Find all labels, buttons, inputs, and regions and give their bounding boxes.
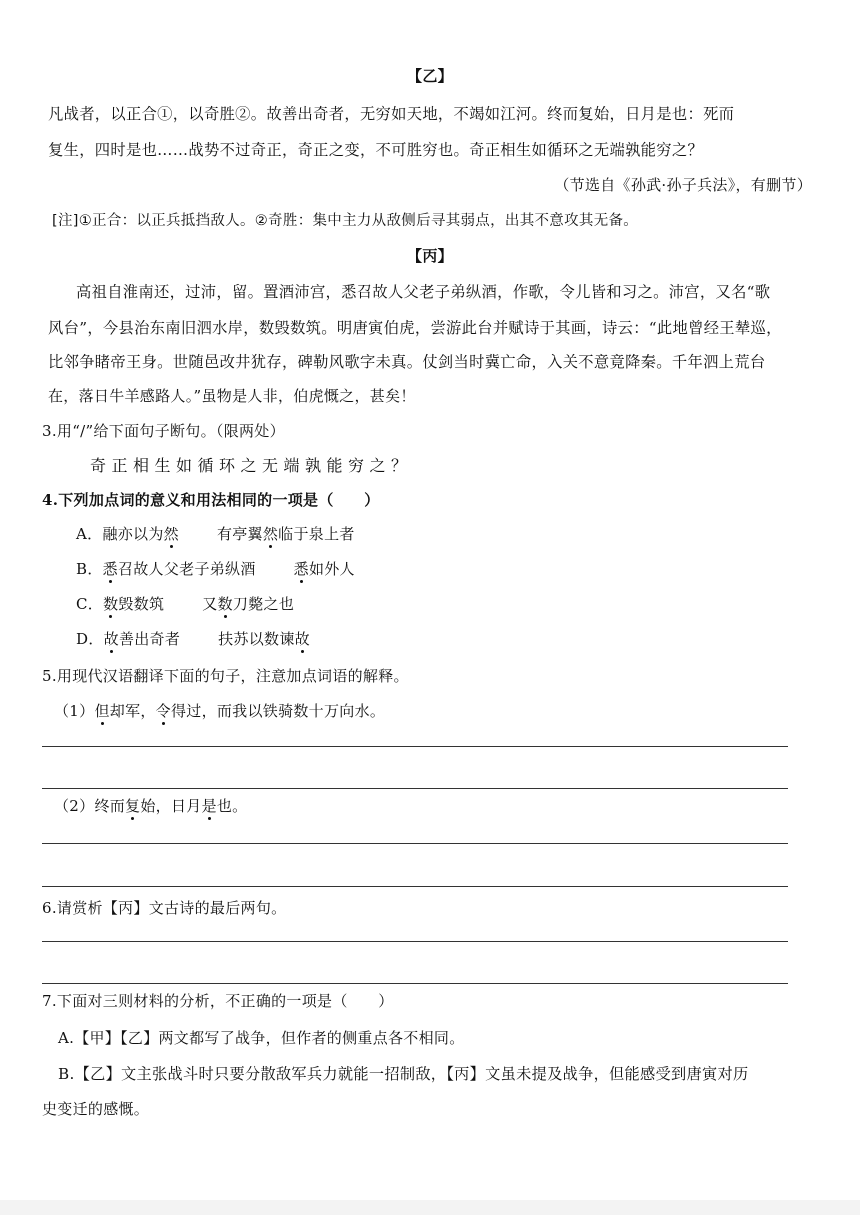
question-4-stem: 4.下列加点词的意义和用法相同的一项是（ ） <box>42 491 380 509</box>
option-text: 刀斃之也 <box>232 595 295 613</box>
yi-paragraph-line-2: 复生，四时是也……战势不过奇正，奇正之变，不可胜穷也。奇正相生如循环之无端孰能穷之？ <box>48 141 704 159</box>
answer-line[interactable] <box>42 746 788 747</box>
sentence-text: 得过，而我以铁骑数十万向水。 <box>170 702 386 720</box>
question-7-option-b-line-1[interactable]: B.【乙】文主张战斗时只要分散敌军兵力就能一招制敌，【丙】文虽未提及战争，但能感受到唐寅对历 <box>58 1065 749 1083</box>
yi-paragraph-line-1: 凡战者，以正合①，以奇胜②。故善出奇者，无穷如天地，不竭如江河。终而复始，日月是也：死而 <box>48 105 735 123</box>
dotted-word: 是 <box>201 797 217 815</box>
question-5-sentence-1 <box>54 701 385 721</box>
sentence-text: （2）终而 <box>54 797 126 815</box>
bing-paragraph-line-1: 高祖自淮南还，过沛，留。置酒沛宫，悉召故人父老子弟纵酒，作歌，令儿皆和习之。沛宫，又名“歌 <box>76 283 771 301</box>
dotted-word: 数 <box>103 595 119 613</box>
yi-footnote: [注]①正合：以正兵抵挡敌人。②奇胜：集中主力从敌侧后寻其弱点，出其不意攻其无备。 <box>52 213 639 229</box>
question-5-sentence-2 <box>54 796 247 816</box>
option-label: A． <box>76 525 103 543</box>
option-text: 如外人 <box>308 560 355 578</box>
bing-paragraph-line-2: 风台”，今县治东南旧泗水岸，数毁数筑。明唐寅伯虎，尝游此台并赋诗于其画，诗云：“此地曾经王辇巡， <box>48 319 782 337</box>
question-3-stem: 3.用“/”给下面句子断句。（限两处） <box>42 422 285 440</box>
question-3-sentence: 奇正相生如循环之无端孰能穷之？ <box>90 456 413 475</box>
answer-line[interactable] <box>42 886 788 887</box>
answer-line[interactable] <box>42 941 788 942</box>
question-5-stem: 5.用现代汉语翻译下面的句子，注意加点词语的解释。 <box>42 667 409 685</box>
page-bottom-margin <box>0 1200 860 1215</box>
option-label: D． <box>76 630 104 648</box>
answer-line[interactable] <box>42 788 788 789</box>
option-label: B． <box>76 560 103 578</box>
section-bing-heading: 【丙】 <box>407 247 453 265</box>
sentence-text: （1） <box>54 702 95 720</box>
option-text: 扶苏以数谏 <box>218 630 295 648</box>
question-4-option-a[interactable] <box>76 524 355 544</box>
option-label: C． <box>76 595 104 613</box>
answer-line[interactable] <box>42 983 788 984</box>
dotted-word: 令 <box>155 702 171 720</box>
dotted-word: 复 <box>125 797 141 815</box>
option-text: 临于泉上者 <box>278 525 355 543</box>
dotted-word: 故 <box>294 630 310 648</box>
question-4-option-d[interactable] <box>76 629 310 649</box>
question-4-option-b[interactable] <box>76 559 355 579</box>
section-yi-heading: 【乙】 <box>407 67 453 85</box>
bing-paragraph-line-4: 在，落日牛羊感路人。”虽物是人非，伯虎慨之，甚矣！ <box>48 387 416 405</box>
yi-source-citation: （节选自《孙武·孙子兵法》，有删节） <box>554 176 812 194</box>
sentence-text: 始，日月 <box>140 797 202 815</box>
dotted-word: 悉 <box>102 560 118 578</box>
question-7-option-b-line-2[interactable]: 史变迁的感慨。 <box>42 1100 150 1118</box>
option-text: 毁数筑 <box>118 595 165 613</box>
dotted-word: 数 <box>217 595 233 613</box>
question-7-stem: 7.下面对三则材料的分析，不正确的一项是（ ） <box>42 992 394 1010</box>
dotted-word: 但 <box>94 702 110 720</box>
question-7-option-a[interactable]: A.【甲】【乙】两文都写了战争，但作者的侧重点各不相同。 <box>58 1029 465 1047</box>
option-text: 善出奇者 <box>118 630 181 648</box>
option-text: 召故人父老子弟纵酒 <box>117 560 256 578</box>
question-4-option-c[interactable] <box>76 594 294 614</box>
bing-paragraph-line-3: 比邻争睹帝王身。世随邑改井犹存，碑勒风歌字未真。仗剑当时冀亡命，入关不意竟降秦。千年泗上荒台 <box>48 353 766 371</box>
dotted-word: 故 <box>103 630 119 648</box>
dotted-word: 悉 <box>293 560 309 578</box>
sentence-text: 却军， <box>109 702 156 720</box>
question-6-stem: 6.请赏析【丙】文古诗的最后两句。 <box>42 899 287 917</box>
option-text: 又 <box>202 595 218 613</box>
option-text: 有亭翼 <box>216 525 263 543</box>
option-text: 融亦以为 <box>102 525 164 543</box>
answer-line[interactable] <box>42 843 788 844</box>
sentence-text: 也。 <box>216 797 248 815</box>
dotted-word: 然 <box>163 525 179 543</box>
dotted-word: 然 <box>262 525 279 543</box>
